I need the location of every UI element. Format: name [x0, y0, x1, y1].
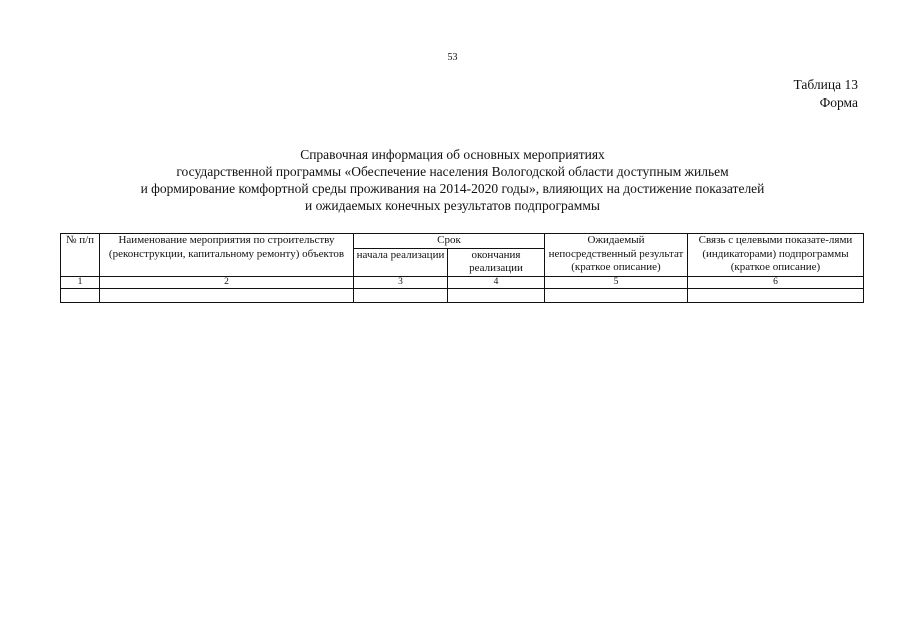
header-activity-name: Наименование мероприятия по строительству (реконструкции, капитальному ремонту) объектов [100, 234, 354, 277]
table-reference [794, 76, 859, 112]
table-cell [448, 288, 545, 302]
column-number: 4 [448, 276, 545, 288]
header-indicator-link: Связь с целевыми показате-лями (индикаторами) подпрограммы (краткое описание) [688, 234, 864, 277]
table-cell [545, 288, 688, 302]
form-label: Форма [819, 95, 858, 110]
table-cell [100, 288, 354, 302]
document-title [0, 146, 905, 214]
header-term-end: окончания реализации [448, 248, 545, 276]
header-number: № п/п [61, 234, 100, 277]
page-number: 53 [447, 52, 458, 63]
header-expected-result: Ожидаемый непосредственный результат (краткое описание) [545, 234, 688, 277]
title-line-2: государственной программы «Обеспечение населения Вологодской области доступным жильем [176, 164, 729, 179]
activities-table [60, 233, 864, 303]
title-line-3: и формирование комфортной среды проживания на 2014-2020 годы», влияющих на достижение показателей [140, 181, 765, 196]
header-term: Срок [354, 234, 545, 249]
title-line-4: и ожидаемых конечных результатов подпрограммы [305, 198, 600, 213]
table-label: Таблица 13 [793, 77, 858, 92]
column-number-row [61, 276, 864, 288]
column-number: 5 [545, 276, 688, 288]
header-term-start: начала реализации [354, 248, 448, 276]
column-number: 2 [100, 276, 354, 288]
table-cell [61, 288, 100, 302]
title-line-1: Справочная информация об основных мероприятиях [300, 147, 605, 162]
column-number: 6 [688, 276, 864, 288]
table-row [61, 288, 864, 302]
table-cell [354, 288, 448, 302]
header-row-1 [61, 234, 864, 249]
column-number: 1 [61, 276, 100, 288]
column-number: 3 [354, 276, 448, 288]
table-cell [688, 288, 864, 302]
